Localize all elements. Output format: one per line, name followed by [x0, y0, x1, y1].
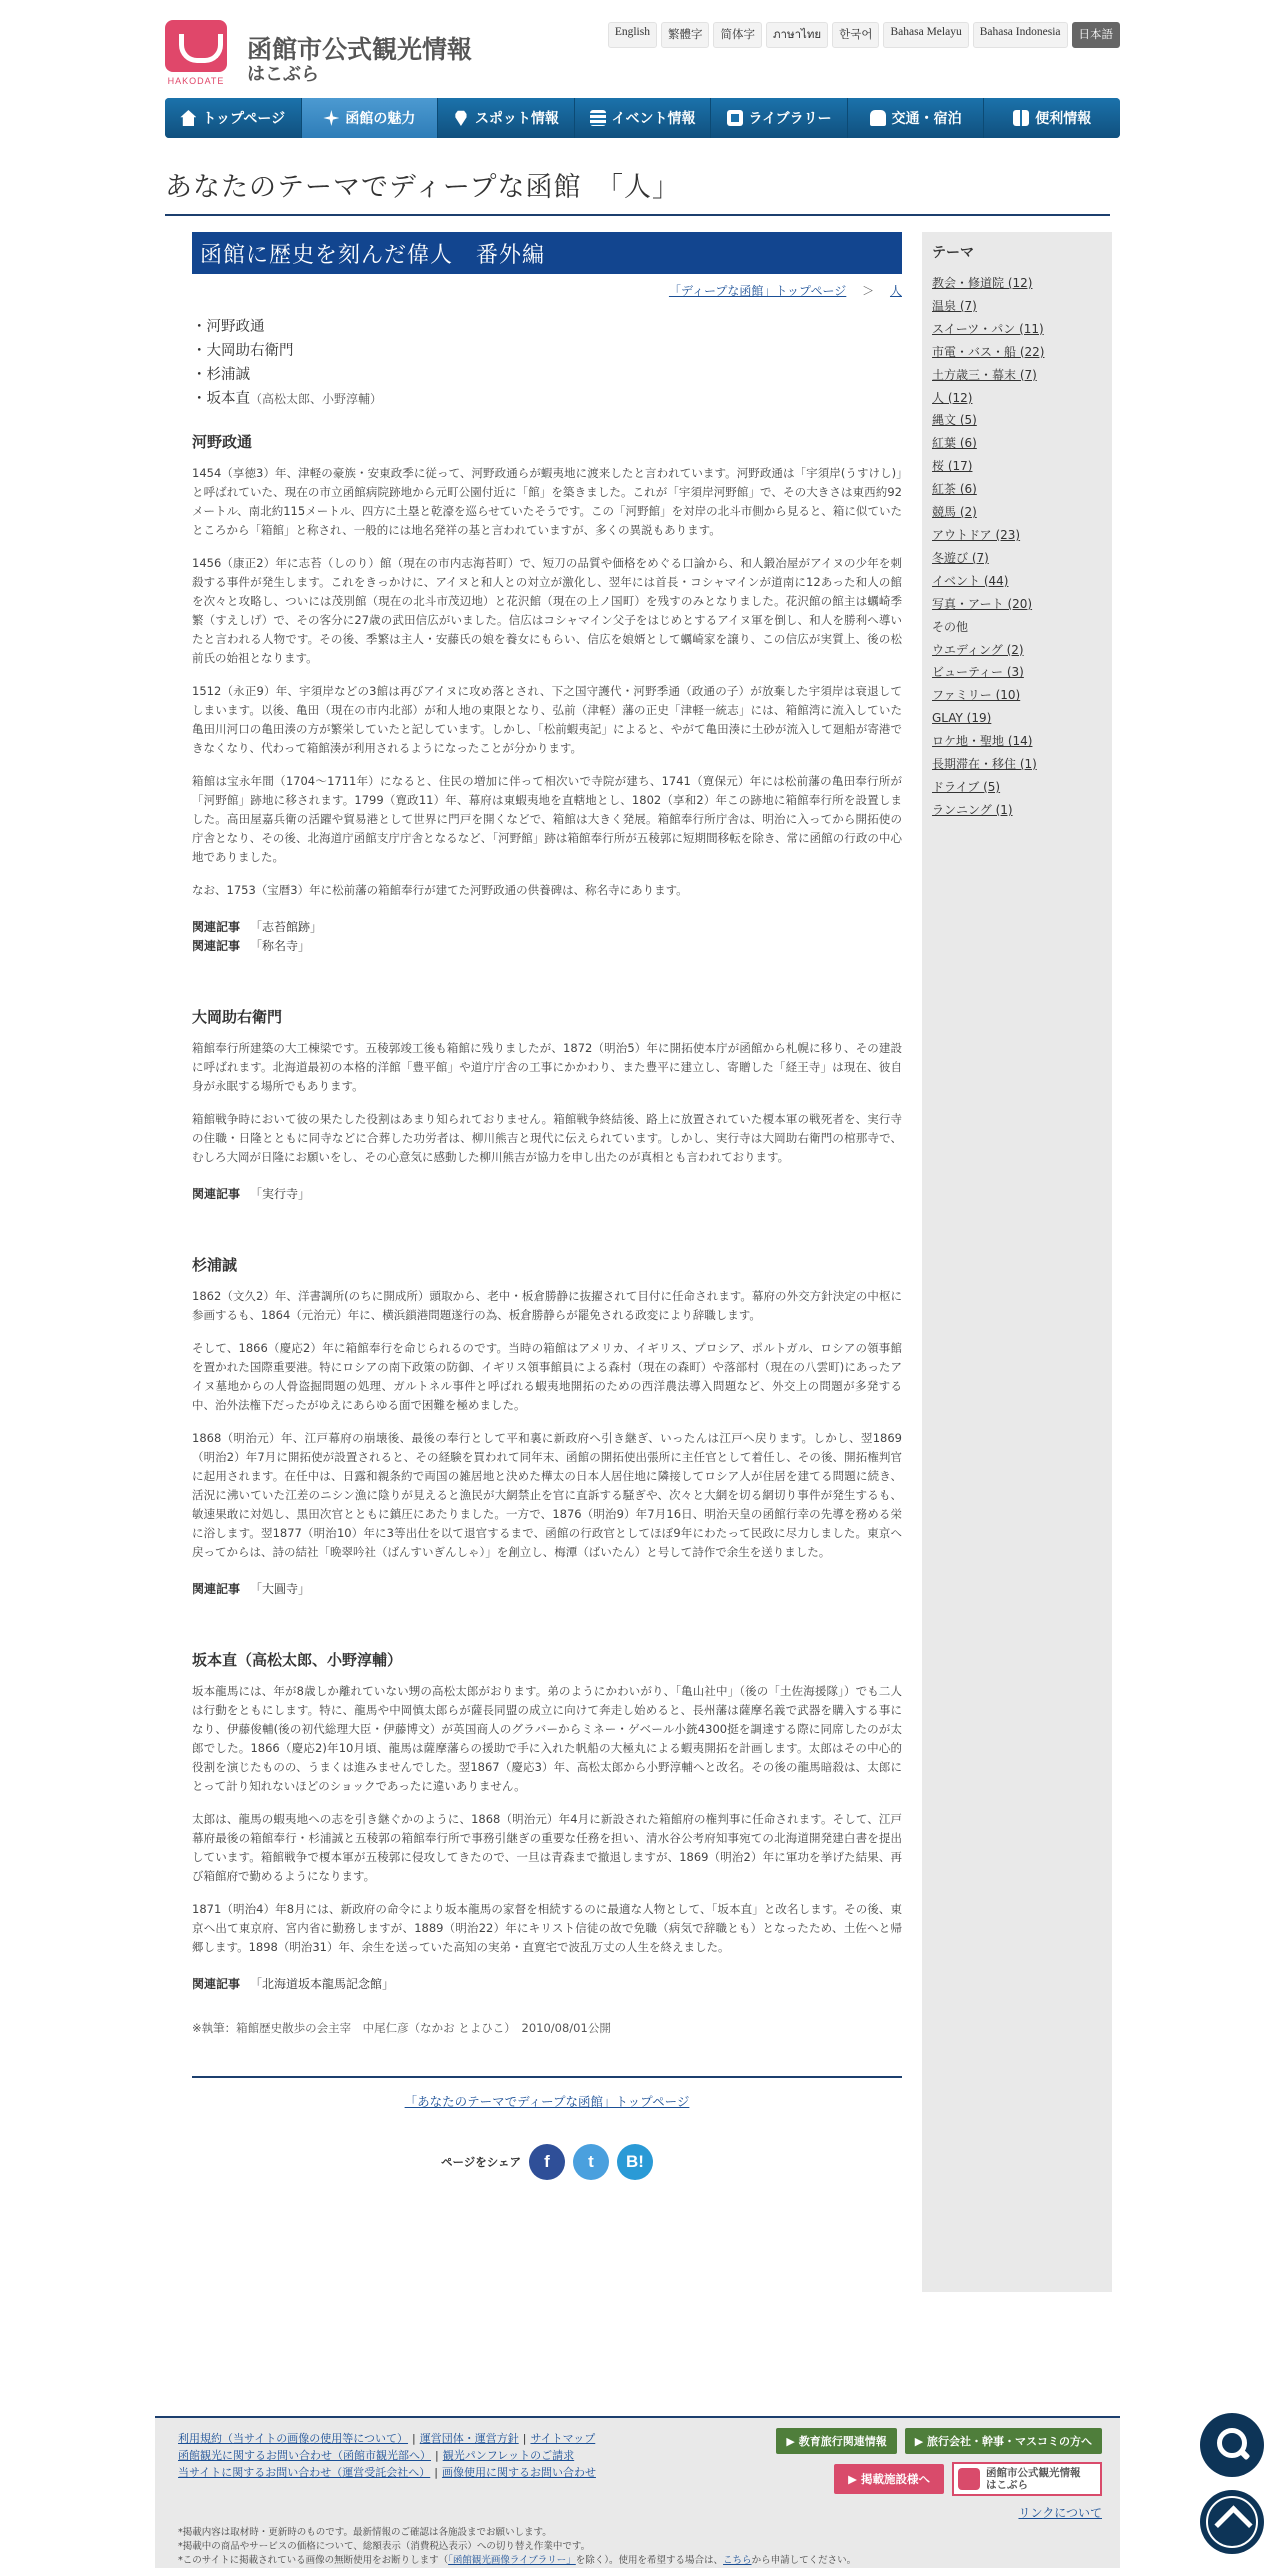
- sidebar-theme-link[interactable]: 競馬 (2): [932, 505, 977, 520]
- language-option[interactable]: ภาษาไทย: [766, 22, 828, 48]
- breadcrumb: [192, 282, 902, 299]
- article-sections: [192, 431, 902, 1994]
- sidebar-theme-item[interactable]: [932, 524, 1102, 547]
- education-travel-button[interactable]: ▶ 教育旅行関連情報: [776, 2428, 896, 2454]
- sidebar-theme-item[interactable]: [932, 341, 1102, 364]
- sidebar-theme-item[interactable]: [932, 730, 1102, 753]
- nav-item[interactable]: [438, 98, 575, 138]
- sidebar-theme-link[interactable]: 桜 (17): [932, 459, 973, 474]
- sidebar-theme-link[interactable]: 紅茶 (6): [932, 482, 977, 497]
- sidebar-theme-item[interactable]: [932, 570, 1102, 593]
- footer-logo-title: 函館市公式観光情報: [986, 2467, 1081, 2479]
- bottom-divider: [192, 2076, 902, 2078]
- sidebar-theme-item[interactable]: [932, 432, 1102, 455]
- sidebar-theme-item[interactable]: [932, 478, 1102, 501]
- section-title: 杉浦誠: [192, 1256, 238, 1274]
- language-option[interactable]: Bahasa Melayu: [883, 22, 968, 48]
- nav-item[interactable]: [302, 98, 439, 138]
- nav-item-label: イベント情報: [611, 111, 696, 127]
- camera-icon: [727, 110, 743, 126]
- related-label: 関連記事: [192, 939, 241, 953]
- related-label: 関連記事: [192, 920, 241, 934]
- sidebar-theme-link[interactable]: ファミリー (10): [932, 688, 1021, 703]
- sidebar-theme-item[interactable]: [932, 593, 1102, 616]
- sidebar-theme-item[interactable]: [932, 639, 1102, 662]
- section-title: 大岡助右衛門: [192, 1008, 283, 1026]
- language-option[interactable]: 繁體字: [661, 22, 710, 48]
- related-article: [192, 1580, 902, 1599]
- sidebar-theme-item: その他: [932, 619, 969, 634]
- nav-item-label: 便利情報: [1035, 111, 1092, 127]
- sidebar-theme-link[interactable]: 冬遊び (7): [932, 550, 989, 565]
- section-paragraph: 箱館奉行所建築の大工棟梁です。五稜郭竣工後も箱館に残りましたが、1872（明治5）年に開拓使本庁が函館から札幌に移り、その建設に呼ばれます。北海道最初の本格的洋館「豊平館」や道庁庁舎の工事にかかわり、また豊平に建立し、寄贈した「経王寺」は現在、彼自身が永眠する場所でもあります。: [192, 1041, 902, 1093]
- nav-item[interactable]: [984, 98, 1120, 138]
- language-option[interactable]: 日本語: [1072, 22, 1121, 48]
- footer-note: *掲載内容は取材時・更新時のものです。最新情報のご確認は各施設までお願いします。: [178, 2527, 552, 2538]
- sidebar-theme-link[interactable]: 市電・バス・船 (22): [932, 344, 1045, 359]
- related-article-link[interactable]: 「志苔館跡」: [250, 920, 323, 934]
- sidebar-theme-item[interactable]: [932, 661, 1102, 684]
- related-article-link[interactable]: 「実行寺」: [250, 1187, 311, 1201]
- related-article: [192, 1185, 902, 1204]
- bus-icon: [870, 110, 886, 126]
- person-list: [192, 315, 902, 411]
- sidebar-theme-link[interactable]: スイーツ・パン (11): [932, 321, 1044, 336]
- theme-sidebar: [922, 232, 1112, 2292]
- section-paragraph: そして、1866（慶応2）年に箱館奉行を命じられるのです。当時の箱館はアメリカ、イギリス、プロシア、ポルトガル、ロシアの領事館を置かれた国際重要港。特にロシアの南下政策の防御、イギリス領事館員による森村（現在の森町）や落部村（現在の八雲町)にあったアイヌ墓地からの人骨盗掘問題の処理、ガルトネル事件と呼ばれる蝦夷地開拓のための西洋農法導入問題など、外交上の問題が多発する中、治外法権下だったがゆえにあらゆる面で困難を極めました。: [192, 1341, 902, 1412]
- sidebar-theme-item[interactable]: [932, 295, 1102, 318]
- section-paragraph: 坂本龍馬には、年が8歳しか離れていない甥の高松太郎がおります。弟のようにかわいがり、「亀山社中」（後の「土佐海援隊」）でも二人は行動をともにします。特に、龍馬や中岡慎太郎らが薩長同盟の成立に向けて奔走し始めると、長州藩は薩摩名義で武器を購入する事になり、伊藤俊輔(後の初代総理大臣・伊藤博文）が英国商人のグラバーからミネー・ゲベール小銃4300挺を調達する際に同席したのが太郎でした。1866（慶応2)年10月頃、龍馬は薩摩藩らの援助で手に入れた帆船の大極丸による蝦夷開拓を計画します。太郎はその中心的役割を演じたものの、うまくは進みませんでした。翌1867（慶応3）年、高松太郎から小野淳輔へと改名。その後の龍馬暗殺は、太郎にとって計り知れないほどのショックであったに違いありません。: [192, 1684, 902, 1793]
- section-paragraph: 1456（康正2）年に志苔（しのり）館（現在の市内志海苔町）で、短刀の品質や価格をめぐる口論から、和人鍛冶屋がアイヌの少年を刺殺する事件が発生します。これをきっかけに、アイヌと和人との対立が激化し、翌年には首長・コシャマインが道南に12あった和人の館を次々と攻略し、ついには茂別館（現在の北斗市茂辺地）と花沢館（現在の上ノ国町）を残すのみとなりました。花沢館の館主は蠣崎季繁（すえしげ）で、その客分に27歳の武田信広がいました。信広はコシャマイン父子をはじめとするアイヌ軍を倒し、和人を勝利へ導いたと言われる人物です。その後、季繁は主人・安藤氏の娘を養女にもらい、信広を娘婿として蠣崎家を譲り、この信広が実質上、後の松前氏の始祖となります。: [192, 556, 902, 665]
- sidebar-theme-item[interactable]: [932, 364, 1102, 387]
- sidebar-theme-item[interactable]: [932, 272, 1102, 295]
- footer-link-tourism-contact[interactable]: 函館観光に関するお問い合わせ（函館市観光部へ）: [178, 2449, 431, 2462]
- sidebar-theme-item[interactable]: [932, 776, 1102, 799]
- sidebar-title: テーマ: [932, 245, 974, 261]
- footer-link-site-contact[interactable]: 当サイトに関するお問い合わせ（運営受託会社へ）: [178, 2466, 431, 2479]
- language-option[interactable]: 한국어: [832, 22, 879, 48]
- book-icon: [1013, 110, 1029, 126]
- theme-list: [932, 272, 1102, 822]
- sidebar-theme-link[interactable]: ウエディング (2): [932, 642, 1024, 657]
- twitter-icon[interactable]: t: [573, 2144, 609, 2180]
- page-title: あなたのテーマでディープな函館 「人」: [165, 172, 680, 203]
- map-pin-icon: [453, 110, 469, 126]
- footer-logo-subtitle: はこぶら: [986, 2479, 1028, 2491]
- sidebar-theme-link[interactable]: ランニング (1): [932, 802, 1013, 817]
- sidebar-theme-link[interactable]: 縄文 (5): [932, 413, 977, 428]
- sidebar-theme-item[interactable]: [932, 753, 1102, 776]
- section-paragraph: 1454（享徳3）年、津軽の豪族・安東政季に従って、河野政通らが蝦夷地に渡来したと言われています。河野政通は「宇須岸(うすけし)」と呼ばれていた、現在の市立函館病院跡地から元町公園付近に「館」を築きました。これが「宇須岸河野館」で、その大きさは東西約92メートル、南北約115メートル、四方に土塁と乾濠を巡らせていたそうです。この「河野館」を対岸の北斗市側から見ると、箱に似ていたところから「箱館」と称され、一般的には地名発祥の基と言われていますが、多くの異説もあります。: [192, 466, 902, 537]
- language-option[interactable]: Bahasa Indonesia: [973, 22, 1068, 48]
- sidebar-theme-link[interactable]: 温泉 (7): [932, 298, 977, 313]
- section-paragraph: なお、1753（宝暦3）年に松前藩の箱館奉行が建てた河野政通の供養碑は、称名寺にあります。: [192, 883, 688, 897]
- section-paragraph: 1871（明治4）年8月には、新政府の命令により坂本龍馬の家督を相続するのに最適な人物として、「坂本直」と改名します。その後、東京へ出て東京府、宮内省に勤務しますが、1889（明治22）年にキリスト信徒の故で免職（病気で辞職とも）となったため、土佐へと帰郷します。1898（明治31）年、余生を送っていた高知の実弟・直寛宅で波乱万丈の人生を終えました。: [192, 1902, 902, 1954]
- footer-logo[interactable]: [952, 2462, 1102, 2496]
- footer-notes: [178, 2526, 856, 2568]
- sidebar-theme-link[interactable]: 長期滞在・移住 (1): [932, 757, 1037, 772]
- sidebar-theme-item[interactable]: [932, 707, 1102, 730]
- language-option[interactable]: English: [608, 22, 657, 48]
- list-item: ・河野政通: [192, 319, 265, 335]
- related-article-link[interactable]: 「称名寺」: [250, 939, 311, 953]
- related-article: [192, 1975, 902, 1994]
- footer-link-sitemap[interactable]: サイトマップ: [530, 2432, 596, 2445]
- sidebar-theme-link[interactable]: 写真・アート (20): [932, 596, 1033, 611]
- related-label: 関連記事: [192, 1977, 241, 1991]
- nav-item[interactable]: [711, 98, 848, 138]
- sidebar-theme-link[interactable]: GLAY (19): [932, 711, 992, 726]
- language-switcher: [608, 22, 1120, 48]
- section-title: 坂本直（高松太郎、小野淳輔）: [192, 1651, 403, 1669]
- site-footer: [155, 2416, 1120, 2568]
- sidebar-theme-item[interactable]: [932, 501, 1102, 524]
- sidebar-theme-link[interactable]: ビューティー (3): [932, 665, 1024, 680]
- section-paragraph: 箱館は宝永年間（1704～1711年）になると、住民の増加に伴って相次いで寺院が建ち、1741（寛保元）年には松前藩の亀田奉行所が「河野館」跡地に移されます。1799（寛政11）年、幕府は東蝦夷地を直轄地とし、1802（享和2）年この跡地に箱館奉行所を設置しました。高田屋嘉兵衛の活躍や貿易港として世界に門戸を開くなどで、箱館は大きく発展。箱館奉行所庁舎は、明治に入ってから開拓使の庁舎となり、その後、北海道庁函館支庁庁舎となるなど、「河野館」跡は箱館奉行所が五稜郭に短期間移転を除き、常に函館の行政の中心地でありました。: [192, 774, 902, 864]
- hakobura-logo-icon[interactable]: [165, 20, 227, 72]
- article-heading: 函館に歴史を刻んだ偉人 番外編: [192, 232, 902, 274]
- sidebar-theme-link[interactable]: イベント (44): [932, 573, 1009, 588]
- share-bar: [192, 2144, 902, 2180]
- sidebar-theme-link[interactable]: 土方歳三・幕末 (7): [932, 367, 1037, 382]
- related-article-link[interactable]: 「北海道坂本龍馬記念館」: [250, 1977, 395, 1991]
- footer-link-operator[interactable]: 運営団体・運営方針: [419, 2432, 519, 2445]
- site-header: [165, 0, 1120, 95]
- site-subtitle[interactable]: はこぶら: [247, 64, 319, 85]
- nav-item-label: 函館の魅力: [345, 111, 416, 127]
- sidebar-theme-link[interactable]: 人 (12): [932, 390, 973, 405]
- nav-item[interactable]: [848, 98, 985, 138]
- deep-hakodate-top-link[interactable]: 「あなたのテーマでディープな函館」トップページ: [404, 2094, 690, 2109]
- author-footnote: ※執筆：箱館歴史散歩の会主宰 中尾仁彦（なかお とよひこ） 2010/08/01公開: [192, 2021, 611, 2035]
- section-paragraph: 1868（明治元）年、江戸幕府の崩壊後、最後の奉行として平和裏に新政府へ引き継ぎ、いったんは江戸へ戻ります。しかし、翌1869（明治2）年7月に開拓使が設置されると、その経験を買われて同年末、函館の開拓使出張所に主任官として着任し、その後、開拓権判官に起用されます。在任中は、日露和親条約で両国の雑居地と決めた樺太の日本人居住地に隣接してロシア人が住居を建てる問題に続き、活況に沸いていた江差のニシン漁に陰りが見えると漁民が大網禁止を官に直訴する騒ぎや、次々と大網を切る網切り事件が発生するも、敏速果敢に対処し、黒田次官とともに鎮圧にあたりました。一方で、1876（明治9）年7月16日、明治天皇の函館行幸の先導を務める栄に浴します。翌1877（明治10）年に3等出仕を以て退官するまで、函館の行政官としてほぼ9年にわたって民政に尽力しました。東京へ戻ってからは、詩の結社「晩翠吟社（ばんすいぎんしゃ）」を創立し、梅潭（ばいたん）と号して詩作で余生を送りました。: [192, 1431, 902, 1559]
- nav-item-label: トップページ: [202, 111, 286, 127]
- calendar-icon: [590, 110, 606, 126]
- name-note: （高松太郎、小野淳輔）: [250, 392, 383, 406]
- sidebar-theme-link[interactable]: 教会・修道院 (12): [932, 276, 1033, 290]
- related-label: 関連記事: [192, 1187, 241, 1201]
- footer-note: *このサイトに掲載されている画像の無断使用をお断りします（「函館観光画像ライブラリー」を除く）。使用を希望する場合は、こちらから申請してください。: [178, 2555, 857, 2566]
- footer-divider: [155, 2416, 1120, 2418]
- sparkle-icon: [323, 110, 339, 126]
- nav-item[interactable]: [575, 98, 712, 138]
- footer-link-image-contact[interactable]: 画像使用に関するお問い合わせ: [441, 2466, 596, 2479]
- footer-note: *掲載中の商品やサービスの価格について、総額表示（消費税込表示）への切り替え作業中です。: [178, 2541, 591, 2552]
- travel-agency-button[interactable]: ▶ 旅行会社・幹事・マスコミの方へ: [905, 2428, 1102, 2454]
- nav-item-label: 交通・宿泊: [891, 111, 962, 127]
- breadcrumb-separator: ＞: [862, 284, 875, 298]
- main-content: [192, 232, 902, 2180]
- facebook-icon[interactable]: f: [529, 2144, 565, 2180]
- listing-facility-button[interactable]: ▶ 掲載施設様へ: [834, 2464, 944, 2494]
- section-paragraph: 1862（文久2）年、洋書調所(のちに開成所）頭取から、老中・板倉勝静に抜擢されて目付に任命されます。幕府の外交方針決定の中枢に参画するも、1864（元治元）年に、横浜鎖港問題遂行の為、板倉勝静らが罷免される政変により辞職します。: [192, 1289, 902, 1322]
- share-label: ページをシェア: [440, 2155, 522, 2169]
- sidebar-theme-link[interactable]: ロケ地・聖地 (14): [932, 734, 1033, 749]
- sidebar-theme-item[interactable]: [932, 387, 1102, 410]
- site-title[interactable]: 函館市公式観光情報: [247, 35, 473, 64]
- apply-here-link[interactable]: こちら: [723, 2555, 752, 2566]
- language-option[interactable]: 简体字: [713, 22, 762, 48]
- section-paragraph: 箱館戦争時において彼の果たした役割はあまり知られておりません。箱館戦争終結後、路上に放置されていた榎本軍の戦死者を、実行寺の住職・日隆とともに同寺などに合葬した功労者は、柳川熊吉と現代に伝えられています。しかし、実行寺は大岡助右衛門の棺那寺で、むしろ大岡が日隆にお願いをし、その心意気に感動した柳川熊吉が協力を申し出たのが真相とも言われております。: [192, 1112, 902, 1164]
- logo-subtext: HAKODATE: [167, 76, 225, 86]
- section-paragraph: 太郎は、龍馬の蝦夷地への志を引き継ぐかのように、1868（明治元）年4月に新設された箱館府の権判事に任命されます。そして、江戸幕府最後の箱館奉行・杉浦誠と五稜郭の箱館奉行所で事務引継ぎの重要な任務を担い、清水谷公考府知事宛ての北海道開発建白書を提出しています。箱館戦争で榎本軍が五稜郭に侵攻してきたので、一旦は青森まで撤退しますが、1869（明治2）年に軍功を挙げた結果、再び箱館府で勤めるようになります。: [192, 1812, 902, 1883]
- section-paragraph: 1512（永正9）年、宇須岸などの3館は再びアイヌに攻め落とされ、下之国守護代・河野季通（政通の子）が放棄した宇須岸は衰退してしまいます。以後、亀田（現在の市内北部）が和人地の東限となり、弘前（津軽）藩の正史「津軽一統志」には、箱館湾に流入していた亀田川河口の亀田湊の方が繁栄していたと記しています。しかし、「松前蝦夷記」によると、やがて亀田湊に土砂が流入して廻船が寄港できなくなり、代わって箱館湊が利用されるようになったことが分かります。: [192, 684, 902, 755]
- footer-link-pamphlet[interactable]: 観光パンフレットのご請求: [442, 2449, 575, 2462]
- sidebar-theme-link[interactable]: ドライブ (5): [932, 779, 1001, 794]
- related-article: [192, 918, 902, 937]
- back-to-top-icon[interactable]: [1200, 2490, 1264, 2554]
- hakobura-logo-icon: [958, 2468, 980, 2490]
- link-policy-link[interactable]: リンクについて: [1018, 2506, 1102, 2520]
- global-nav: [165, 98, 1120, 138]
- breadcrumb-current-link[interactable]: 人: [889, 284, 902, 298]
- sidebar-theme-link[interactable]: アウトドア (23): [932, 527, 1021, 542]
- sidebar-theme-item[interactable]: [932, 799, 1102, 822]
- list-item: ・坂本直（高松太郎、小野淳輔）: [192, 391, 383, 407]
- hatena-bookmark-icon[interactable]: B!: [617, 2144, 653, 2180]
- image-library-link[interactable]: 「函館観光画像ライブラリー」: [448, 2555, 576, 2566]
- list-item: ・大岡助右衛門: [192, 343, 294, 359]
- sidebar-theme-link[interactable]: 紅葉 (6): [932, 436, 977, 451]
- related-article: [192, 937, 902, 956]
- footer-links: 利用規約（当サイトの画像の使用等について） | 運営団体・運営方針 | サイトマップ 函館観光に関するお問い合わせ（函館市観光部へ） | 観光パンフレットのご請求 当サイトに関するお問い合わせ（運営受託会社へ） | 画像使用に関するお問い合わせ: [178, 2432, 596, 2479]
- sidebar-theme-item[interactable]: [932, 547, 1102, 570]
- top-page-link-wrap: [192, 2092, 902, 2110]
- sidebar-theme-item[interactable]: [932, 684, 1102, 707]
- section-title: 河野政通: [192, 433, 253, 451]
- sidebar-theme-item[interactable]: [932, 318, 1102, 341]
- search-icon[interactable]: [1200, 2413, 1264, 2477]
- related-article-link[interactable]: 「大圓寺」: [250, 1582, 311, 1596]
- footer-link-terms[interactable]: 利用規約（当サイトの画像の使用等について）: [178, 2432, 409, 2445]
- title-divider: [165, 214, 1110, 216]
- list-item: ・杉浦誠: [192, 367, 250, 383]
- related-label: 関連記事: [192, 1582, 241, 1596]
- nav-item-label: スポット情報: [474, 111, 559, 127]
- sidebar-theme-item[interactable]: [932, 409, 1102, 432]
- footer-buttons: [776, 2428, 1102, 2521]
- nav-item[interactable]: [165, 98, 302, 138]
- breadcrumb-parent-link[interactable]: 「ディープな函館」トップページ: [668, 284, 847, 298]
- home-icon: [180, 110, 196, 126]
- nav-item-label: ライブラリー: [748, 111, 832, 127]
- sidebar-theme-item[interactable]: [932, 455, 1102, 478]
